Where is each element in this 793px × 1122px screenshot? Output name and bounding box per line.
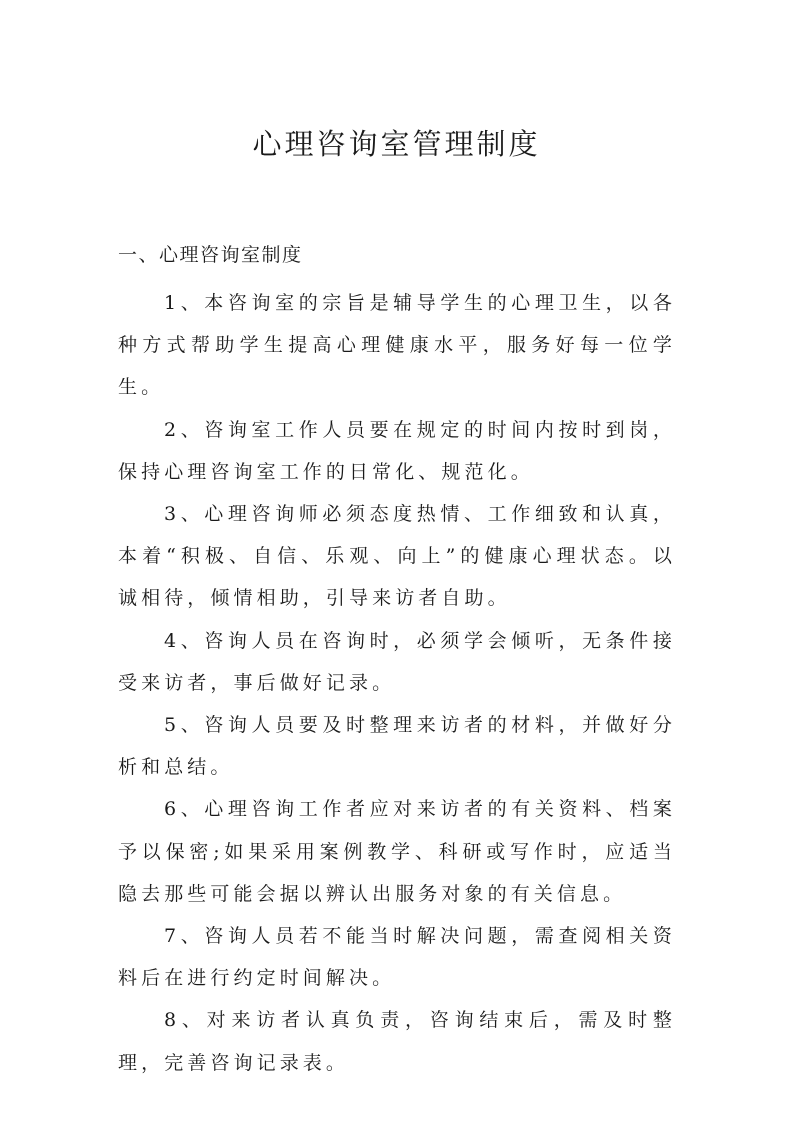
rule-paragraph-2: 2、咨询室工作人员要在规定的时间内按时到岗，保持心理咨询室工作的日常化、规范化。 (118, 418, 676, 483)
rule-paragraph-8: 8、对来访者认真负责，咨询结束后，需及时整理，完善咨询记录表。 (118, 1009, 676, 1074)
rule-paragraph-7: 7、咨询人员若不能当时解决问题，需查阅相关资料后在进行约定时间解决。 (118, 925, 676, 990)
section-body (118, 282, 676, 1084)
rule-paragraph-6: 6、心理咨询工作者应对来访者的有关资料、档案予以保密;如果采用案例教学、科研或写作时，应适当隐去那些可能会据以辨认出服务对象的有关信息。 (118, 798, 676, 905)
rule-paragraph-4: 4、咨询人员在咨询时，必须学会倾听，无条件接受来访者，事后做好记录。 (118, 629, 676, 694)
rule-paragraph-3: 3、心理咨询师必须态度热情、工作细致和认真，本着“积极、自信、乐观、向上”的健康心理状态。以诚相待，倾情相助，引导来访者自助。 (118, 503, 676, 610)
document-title: 心理咨询室管理制度 (252, 127, 541, 161)
section-heading: 一、心理咨询室制度 (118, 244, 303, 266)
rule-paragraph-1: 1、本咨询室的宗旨是辅导学生的心理卫生，以各种方式帮助学生提高心理健康水平，服务好每一位学生。 (118, 292, 676, 399)
rule-paragraph-5: 5、咨询人员要及时整理来访者的材料，并做好分析和总结。 (118, 714, 676, 779)
